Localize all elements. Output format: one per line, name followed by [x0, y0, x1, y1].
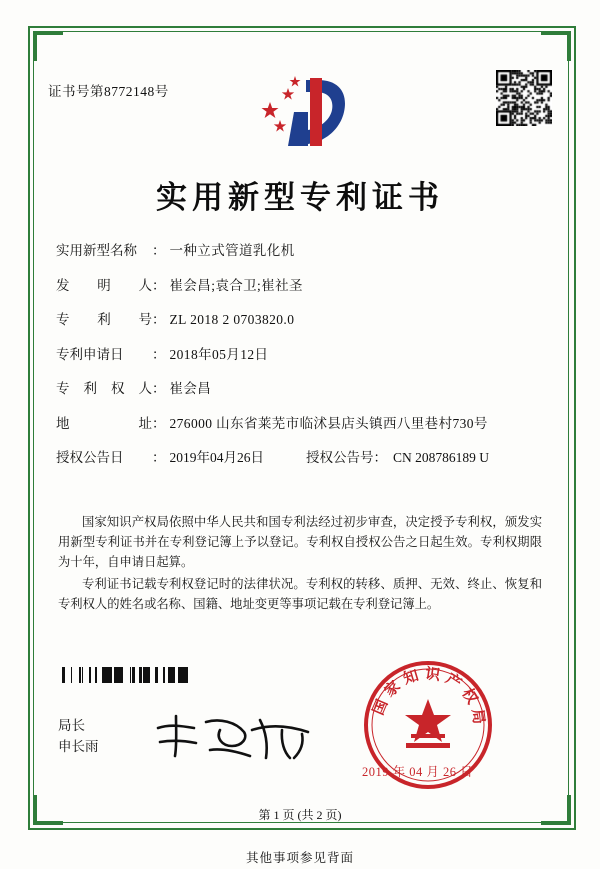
field-value: CN 208786189 U: [393, 450, 490, 465]
field-label: 实用新型名称: [56, 243, 137, 258]
field-row-patentee: 专 利 权 人 ： 崔会昌: [56, 380, 546, 398]
signer-block: [58, 715, 99, 757]
field-label: 专利申请日: [56, 346, 124, 362]
seal-date: 2019 年 04 月 26 日: [362, 765, 474, 779]
field-row-patent-number: 专 利 号 ： ZL 2018 2 0703820.0: [56, 311, 546, 329]
footer-note: 其他事项参见背面: [245, 851, 354, 865]
field-value: 2018年05月12日: [169, 346, 269, 362]
paragraph-2: 专利证书记载专利权登记时的法律状况。专利权的转移、质押、无效、终止、恢复和专利权人的姓名或名称、国籍、地址变更等事项记载在专利登记簿上。: [58, 577, 542, 611]
page-number: 第 1 页 (共 2 页): [258, 808, 342, 822]
field-label: 专 利 权 人: [56, 381, 152, 396]
legal-text: [58, 512, 542, 616]
signer-name: 申长雨: [58, 739, 99, 754]
signer-title: 局长: [58, 718, 85, 733]
field-value: 276000 山东省莱芜市临沭县店头镇西八里巷村730号: [169, 415, 488, 431]
field-row-application-date: 专利申请日 ： 2018年05月12日: [56, 346, 546, 364]
field-label: 发 明 人: [56, 277, 152, 293]
field-value: 崔会昌;袁合卫;崔社圣: [169, 277, 303, 293]
field-value: 2019年04月26日: [169, 450, 264, 465]
svg-text:国家知识产权局: 国家知识产权局: [368, 664, 489, 730]
field-row-utility-model-name: 实用新型名称 ： 一种立式管道乳化机: [56, 242, 546, 260]
barcode: [62, 667, 188, 683]
field-label: 授权公告号：: [306, 450, 387, 465]
field-value: ZL 2018 2 0703820.0: [169, 312, 295, 327]
grant-date-group: 授权公告日 ： 2019年04月26日: [56, 450, 264, 465]
field-row-grant-publication: [56, 449, 546, 467]
field-label: 专 利 号: [56, 312, 152, 327]
corner-ornament-top-right: [541, 31, 571, 61]
certificate-number: 证书号第8772148号: [48, 84, 169, 99]
field-value: 一种立式管道乳化机: [169, 243, 295, 258]
field-row-address: 地 址 ： 276000 山东省莱芜市临沭县店头镇西八里巷村730号: [56, 415, 546, 433]
handwritten-signature: [148, 706, 328, 766]
cnipa-logo-icon: [248, 72, 352, 150]
field-label: 授权公告日: [56, 450, 124, 465]
corner-ornament-top-left: [33, 31, 63, 61]
grant-number-group: [306, 449, 489, 467]
paragraph-1: 国家知识产权局依照中华人民共和国专利法经过初步审查，决定授予专利权，颁发实用新型专利证书并在专利登记簿上予以登记。专利权自授权公告之日起生效。专利权期限为十年，自申请日起算。: [58, 515, 542, 569]
field-row-inventors: 发 明 人 ： 崔会昌;袁合卫;崔社圣: [56, 277, 546, 295]
field-value: 崔会昌: [169, 381, 212, 396]
qr-code-icon: [496, 70, 552, 126]
field-list: [56, 242, 546, 471]
page-title: 实用新型专利证书: [156, 180, 444, 216]
field-label: 地 址: [56, 415, 152, 431]
